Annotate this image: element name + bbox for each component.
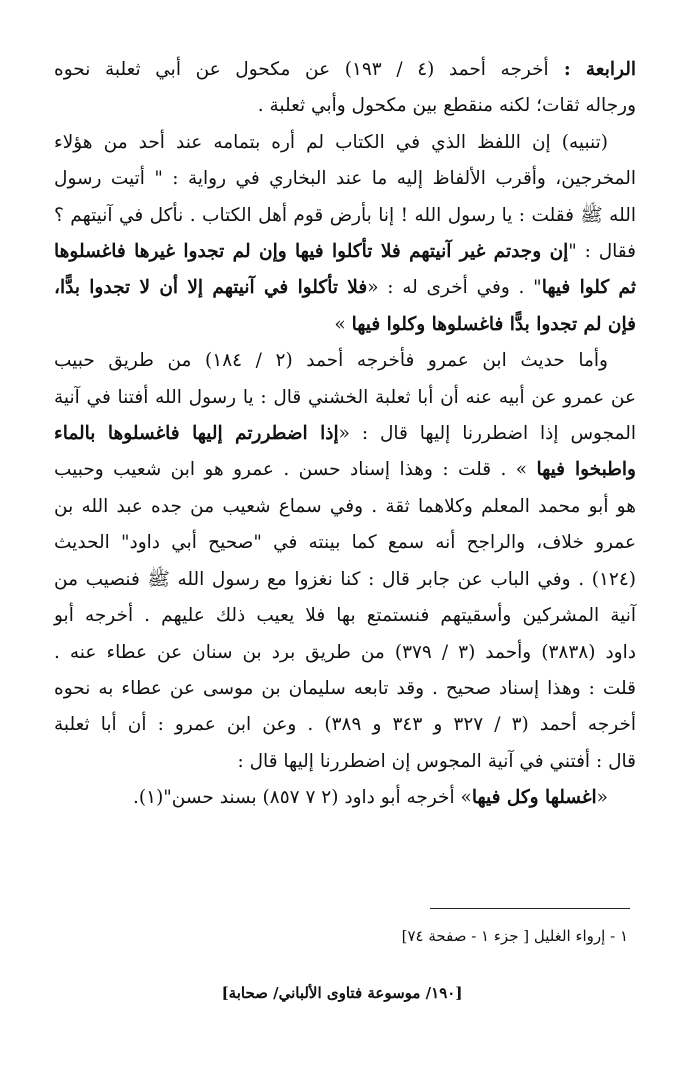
text-line	[54, 380, 636, 416]
text-line	[54, 780, 636, 816]
text-run: المخرجين، وأقرب الألفاظ إليه ما عند البخاري في رواية : " أتيت رسول	[54, 168, 636, 190]
text-run: عمرو خلاف، والراجح أنه سمع كما بينته في "صحيح أبي داود" الحديث	[54, 532, 636, 554]
text-run: وأما حديث ابن عمرو فأخرجه أحمد (٢ / ١٨٤) من طريق حبيب	[54, 350, 608, 372]
text-run: أخرجه أحمد (٤ / ١٩٣) عن مكحول عن أبي ثعلبة نحوه	[54, 59, 549, 80]
text-line	[54, 598, 636, 634]
text-line	[54, 452, 636, 488]
text-line	[54, 125, 636, 161]
text-run: «	[596, 787, 608, 809]
text-run: »	[334, 313, 352, 335]
text-run: المجوس إذا اضطررنا إليها قال : «	[338, 423, 636, 445]
text-run: » . قلت : وهذا إسناد حسن . عمرو هو ابن شعيب وحبيب	[54, 459, 537, 481]
text-run: » أخرجه أبو داود (٢ ٧ ٨٥٧) بسند حسن"(١).	[133, 787, 472, 809]
text-run: داود (٣٨٣٨) وأحمد (٣ / ٣٧٩) من طريق برد بن سنان عن عطاء عنه .	[54, 641, 636, 663]
text-line	[54, 88, 636, 124]
text-line	[54, 270, 636, 306]
hadith-text: فلا تأكلوا في آنيتهم إلا أن لا تجدوا بدًّا،	[54, 277, 368, 299]
text-line	[54, 671, 636, 707]
text-run: عن عمرو عن أبيه عنه أن أبا ثعلبة الخشني قال : يا رسول الله أفتنا في آنية	[54, 386, 636, 408]
text-run: قلت : وهذا إسناد صحيح . وقد تابعه سليمان بن موسى عن عطاء به نحوه	[54, 677, 636, 699]
text-line	[54, 416, 636, 452]
text-line	[54, 525, 636, 561]
main-text	[54, 52, 636, 817]
text-run: (تنبيه) إن اللفظ الذي في الكتاب لم أره بتمامه عند أحد من هؤلاء	[54, 131, 608, 153]
page-footer: [١٩٠/ موسوعة فتاوى الألباني/ صحابة]	[221, 984, 463, 1002]
text-line	[54, 343, 636, 379]
text-run: آنية المشركين وأسقيتهم فنستمتع بها فلا يعيب ذلك عليهم . أخرجه أبو	[54, 605, 636, 627]
text-line	[54, 707, 636, 743]
text-line	[54, 635, 636, 671]
footnote-divider	[430, 908, 630, 909]
hadith-text: واطبخوا فيها	[536, 459, 636, 481]
text-run: الله ﷺ فقلت : يا رسول الله ! إنا بأرض قوم أهل الكتاب . نأكل في آنيتهم ؟	[54, 204, 636, 226]
hadith-text: إن وجدتم غير آنيتهم فلا تأكلوا فيها وإن لم تجدوا غيرها فاغسلوها	[54, 241, 569, 263]
text-run: أخرجه أحمد (٣ / ٣٢٧ و ٣٤٣ و ٣٨٩) . وعن ابن عمرو : أن أبا ثعلبة	[54, 714, 637, 736]
text-line	[54, 198, 636, 234]
hadith-text: اغسلها وكل فيها	[471, 787, 597, 809]
text-line	[54, 234, 636, 270]
text-run: قال : أفتني في آنية المجوس إن اضطررنا إليها قال :	[237, 750, 636, 772]
hadith-text: ثم كلوا فيها	[541, 277, 636, 299]
text-run: " . وفي أخرى له : «	[367, 277, 542, 299]
text-line	[54, 161, 636, 197]
text-run: (١٢٤) . وفي الباب عن جابر قال : كنا نغزوا مع رسول الله ﷺ فنصيب من	[54, 568, 636, 590]
text-run: فقال : "	[568, 241, 636, 263]
footnote: ١ - إرواء الغليل [ جزء ١ - صفحة ٧٤]	[401, 927, 628, 945]
text-run: ورجاله ثقات؛ لكنه منقطع بين مكحول وأبي ثعلبة .	[257, 95, 636, 117]
text-line	[54, 562, 636, 598]
text-line	[54, 489, 636, 525]
text-line	[54, 52, 636, 88]
hadith-text: فإن لم تجدوا بدًّا فاغسلوها وكلوا فيها	[351, 313, 636, 335]
text-run: هو أبو محمد المعلم وكلاهما ثقة . وفي سماع شعيب من جده عبد الله بن	[54, 495, 636, 517]
text-line	[54, 307, 636, 343]
hadith-text: إذا اضطررتم إليها فاغسلوها بالماء	[54, 423, 339, 445]
hadith-text: الرابعة :	[548, 59, 636, 80]
text-line	[54, 744, 636, 780]
